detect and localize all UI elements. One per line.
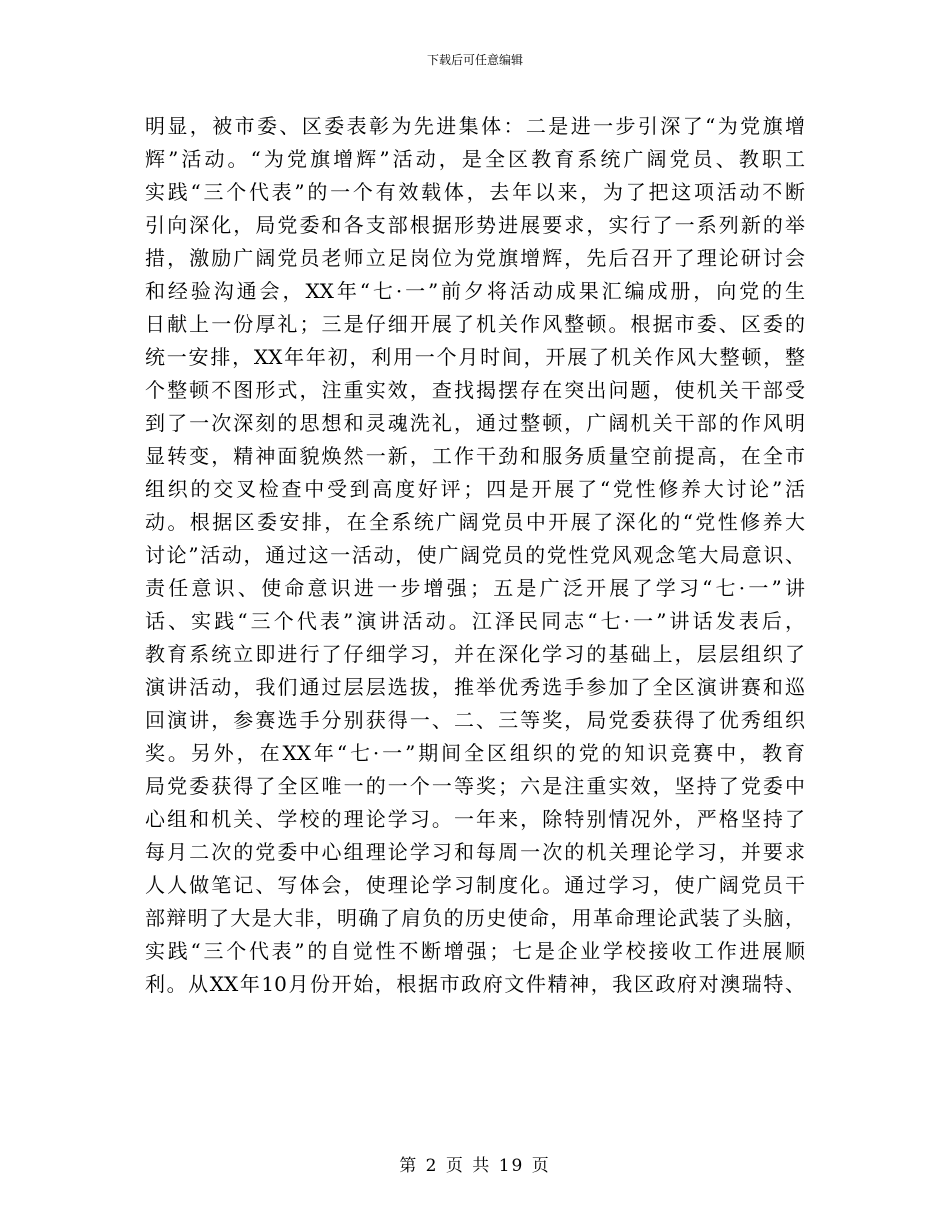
text-line: 显转变，精神面貌焕然一新，工作干劲和服务质量空前提高，在全市	[145, 444, 805, 468]
text-line: 利。从XX年10月份开始，根据市政府文件精神，我区政府对澳瑞特、	[145, 972, 805, 996]
text-line: 部辩明了大是大非，明确了肩负的历史使命，用革命理论武装了头脑，	[145, 906, 805, 930]
text-line: 明显，被市委、区委表彰为先进集体：二是进一步引深了“为党旗增	[145, 114, 805, 138]
text-line: 和经验沟通会，XX年“七·一”前夕将活动成果汇编成册，向党的生	[145, 279, 805, 303]
page-number-footer: 第 2 页 共 19 页	[399, 1156, 551, 1176]
text-line: 实践“三个代表”的自觉性不断增强；七是企业学校接收工作进展顺	[145, 939, 805, 963]
text-line: 日献上一份厚礼；三是仔细开展了机关作风整顿。根据市委、区委的	[145, 312, 805, 336]
text-line: 教育系统立即进行了仔细学习，并在深化学习的基础上，层层组织了	[145, 642, 805, 666]
text-line: 话、实践“三个代表”演讲活动。江泽民同志“七·一”讲话发表后，	[145, 609, 805, 633]
text-line: 组织的交叉检查中受到高度好评；四是开展了“党性修养大讨论”活	[145, 477, 805, 501]
text-line: 到了一次深刻的思想和灵魂洗礼，通过整顿，广阔机关干部的作风明	[145, 411, 805, 435]
text-line: 动。根据区委安排，在全系统广阔党员中开展了深化的“党性修养大	[145, 510, 805, 534]
text-line: 奖。另外，在XX年“七·一”期间全区组织的党的知识竞赛中，教育	[145, 741, 805, 765]
text-line: 统一安排，XX年年初，利用一个月时间，开展了机关作风大整顿，整	[145, 345, 805, 369]
text-line: 人人做笔记、写体会，使理论学习制度化。通过学习，使广阔党员干	[145, 873, 805, 897]
text-line: 局党委获得了全区唯一的一个一等奖；六是注重实效，坚持了党委中	[145, 774, 805, 798]
text-line: 措，激励广阔党员老师立足岗位为党旗增辉，先后召开了理论研讨会	[145, 246, 805, 270]
text-line: 辉”活动。“为党旗增辉”活动，是全区教育系统广阔党员、教职工	[145, 147, 805, 171]
text-line: 责任意识、使命意识进一步增强；五是广泛开展了学习“七·一”讲	[145, 576, 805, 600]
page-header: 下载后可任意编辑	[426, 53, 523, 67]
text-line: 回演讲，参赛选手分别获得一、二、三等奖，局党委获得了优秀组织	[145, 708, 805, 732]
text-line: 引向深化，局党委和各支部根据形势进展要求，实行了一系列新的举	[145, 213, 805, 237]
text-line: 演讲活动，我们通过层层选拔，推举优秀选手参加了全区演讲赛和巡	[145, 675, 805, 699]
text-line: 每月二次的党委中心组理论学习和每周一次的机关理论学习，并要求	[145, 840, 805, 864]
document-body	[145, 110, 805, 1001]
text-line: 实践“三个代表”的一个有效载体，去年以来，为了把这项活动不断	[145, 180, 805, 204]
text-line: 心组和机关、学校的理论学习。一年来，除特别情况外，严格坚持了	[145, 807, 805, 831]
text-line: 讨论”活动，通过这一活动，使广阔党员的党性党风观念笔大局意识、	[145, 543, 805, 567]
text-line: 个整顿不图形式，注重实效，查找揭摆存在突出问题，使机关干部受	[145, 378, 805, 402]
